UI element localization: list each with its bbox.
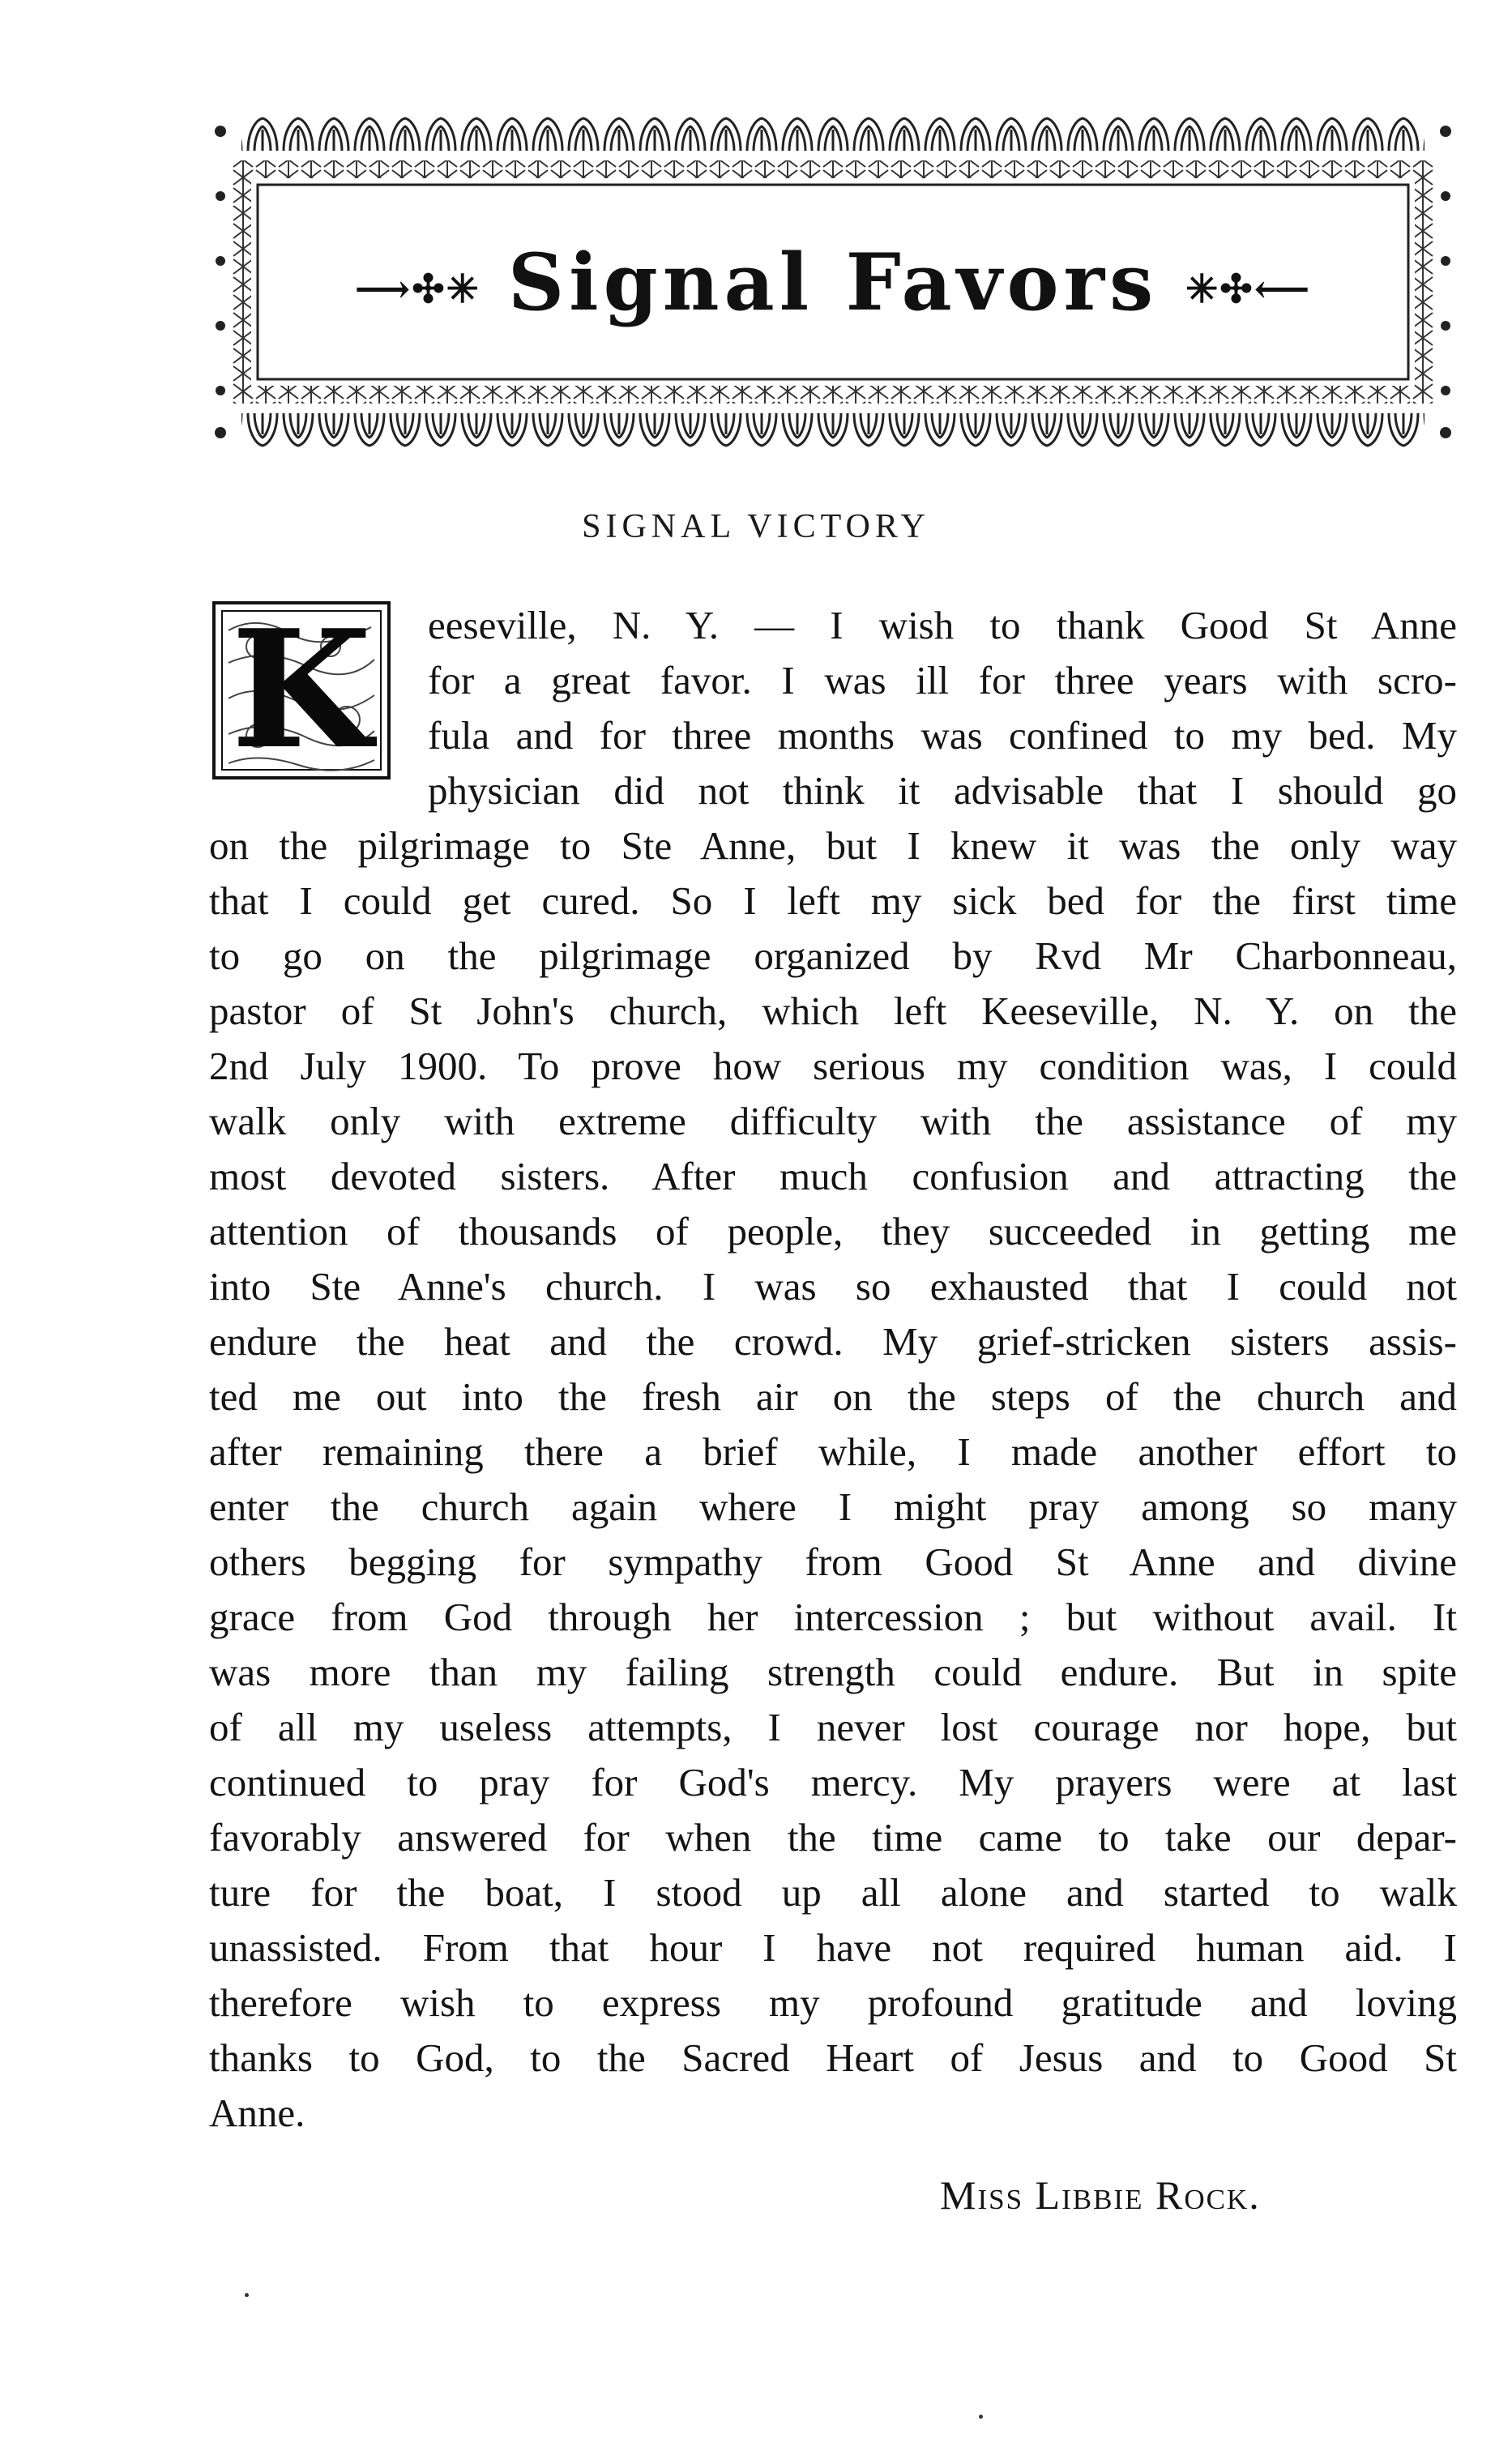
text-line: into Ste Anne's church. I was so exhausted that I could not xyxy=(209,1264,1457,1309)
ornamental-header xyxy=(209,115,1457,449)
drop-cap-letter: K xyxy=(231,595,372,785)
text-line: 2nd July 1900. To prove how serious my condition was, I could xyxy=(209,1044,1457,1088)
text-line: was more than my failing strength could endure. But in spite xyxy=(209,1650,1457,1694)
text-line: unassisted. From that hour I have not required human aid. I xyxy=(209,1925,1457,1970)
text-line: grace from God through her intercession ; but without avail. It xyxy=(209,1595,1457,1639)
signature: Miss Libbie Rock. xyxy=(940,2172,1261,2218)
text-line: attention of thousands of people, they succeeded in getting me xyxy=(209,1209,1457,1253)
text-line: therefore wish to express my profound gratitude and loving xyxy=(209,1980,1457,2025)
text-line: to go on the pilgrimage organized by Rvd Mr Charbonneau, xyxy=(209,933,1457,978)
text-line: after remaining there a brief while, I made another effort to xyxy=(209,1429,1457,1474)
text-line: on the pilgrimage to Ste Anne, but I knew it was the only way xyxy=(209,823,1457,868)
stray-mark xyxy=(245,2293,249,2297)
drop-cap xyxy=(209,595,394,785)
right-flourish: ✳✣⟵ xyxy=(1185,267,1312,313)
header-title-row xyxy=(209,237,1457,328)
text-line: fula and for three months was confined to my bed. My xyxy=(428,713,1457,758)
text-line: ted me out into the fresh air on the steps of the church and xyxy=(209,1374,1457,1419)
text-line: enter the church again where I might pray among so many xyxy=(209,1484,1457,1529)
text-line: favorably answered for when the time came to take our depar- xyxy=(209,1815,1457,1860)
header-title: Signal Favors xyxy=(507,237,1159,328)
text-line: ture for the boat, I stood up all alone and started to walk xyxy=(209,1870,1457,1915)
left-flourish: ⟶✣✳ xyxy=(354,267,481,313)
text-line: endure the heat and the crowd. My grief-stricken sisters assis- xyxy=(209,1319,1457,1364)
text-line: Anne. xyxy=(209,2091,305,2135)
text-line: thanks to God, to the Sacred Heart of Jesus and to Good St xyxy=(209,2035,1457,2080)
text-line: continued to pray for God's mercy. My prayers were at last xyxy=(209,1760,1457,1804)
text-line: walk only with extreme difficulty with the assistance of my xyxy=(209,1099,1457,1143)
text-line: that I could get cured. So I left my sick bed for the first time xyxy=(209,878,1457,923)
stray-mark xyxy=(979,2415,983,2419)
text-line: eeseville, N. Y. — I wish to thank Good St Anne xyxy=(428,603,1457,647)
text-line: of all my useless attempts, I never lost courage nor hope, but xyxy=(209,1705,1457,1749)
text-line: others begging for sympathy from Good St Anne and divine xyxy=(209,1540,1457,1584)
text-line: physician did not think it advisable that I should go xyxy=(428,768,1457,813)
text-line: pastor of St John's church, which left Keeseville, N. Y. on the xyxy=(209,989,1457,1033)
text-line: for a great favor. I was ill for three years with scro- xyxy=(428,658,1457,703)
text-line: most devoted sisters. After much confusion and attracting the xyxy=(209,1154,1457,1198)
article-title: SIGNAL VICTORY xyxy=(582,508,930,545)
